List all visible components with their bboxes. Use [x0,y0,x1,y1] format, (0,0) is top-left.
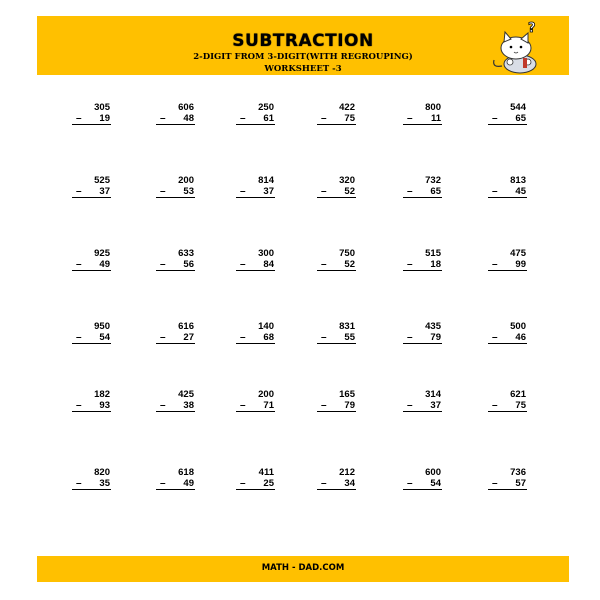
minuend: 813 [510,175,526,186]
subtraction-problem [236,248,278,274]
answer-rule [156,343,195,344]
answer-rule [403,124,442,125]
minus-sign: – [160,113,166,124]
answer-rule [403,270,442,271]
answer-rule [72,124,111,125]
subtrahend: 45 [515,186,526,197]
answer-rule [403,343,442,344]
answer-rule [236,270,275,271]
minuend: 200 [258,389,274,400]
subtrahend-line [236,186,274,197]
minus-sign: – [492,259,498,270]
subtrahend-line [236,478,274,489]
answer-rule [488,124,527,125]
subtrahend-line [317,186,355,197]
minuend: 320 [339,175,355,186]
subtrahend-line [236,113,274,124]
minus-sign: – [321,259,327,270]
answer-rule [72,489,111,490]
subtrahend: 53 [183,186,194,197]
subtrahend: 49 [183,478,194,489]
subtrahend-line [317,259,355,270]
minuend: 305 [94,102,110,113]
answer-rule [488,411,527,412]
subtraction-problem [72,248,114,274]
subtraction-problem [156,467,198,493]
answer-rule [72,343,111,344]
answer-rule [488,343,527,344]
answer-rule [72,197,111,198]
subtrahend: 55 [344,332,355,343]
minuend: 616 [178,321,194,332]
subtraction-problem [403,467,445,493]
minus-sign: – [160,332,166,343]
minus-sign: – [321,113,327,124]
subtraction-problem [403,389,445,415]
answer-rule [317,124,356,125]
subtrahend: 37 [99,186,110,197]
subtrahend-line [72,478,110,489]
subtrahend: 37 [263,186,274,197]
subtrahend-line [317,478,355,489]
subtraction-problem [236,175,278,201]
subtrahend-line [156,259,194,270]
subtrahend-line [72,332,110,343]
subtraction-problem [156,389,198,415]
subtraction-problem [236,389,278,415]
answer-rule [317,489,356,490]
worksheet-title: SUBTRACTION [232,31,374,51]
minuend: 600 [425,467,441,478]
answer-rule [403,197,442,198]
answer-rule [72,270,111,271]
answer-rule [488,197,527,198]
minus-sign: – [240,400,246,411]
answer-rule [317,411,356,412]
answer-rule [156,489,195,490]
minuend: 606 [178,102,194,113]
subtraction-problem [488,102,530,128]
subtraction-problem [317,102,359,128]
subtraction-problem [236,467,278,493]
subtrahend: 54 [99,332,110,343]
minus-sign: – [407,186,413,197]
minus-sign: – [160,186,166,197]
subtrahend-line [236,332,274,343]
subtraction-problem [403,321,445,347]
minuend: 422 [339,102,355,113]
subtrahend: 61 [263,113,274,124]
minus-sign: – [76,259,82,270]
subtraction-problem [236,321,278,347]
subtrahend-line [488,259,526,270]
subtrahend-line [403,113,441,124]
minuend: 250 [258,102,274,113]
minus-sign: – [321,478,327,489]
minus-sign: – [492,478,498,489]
minus-sign: – [407,400,413,411]
minuend: 750 [339,248,355,259]
subtrahend: 84 [263,259,274,270]
minuend: 525 [94,175,110,186]
subtrahend: 52 [344,186,355,197]
minus-sign: – [321,400,327,411]
minuend: 736 [510,467,526,478]
subtrahend: 34 [344,478,355,489]
answer-rule [488,489,527,490]
minus-sign: – [160,400,166,411]
subtraction-problem [236,102,278,128]
minuend: 621 [510,389,526,400]
minus-sign: – [76,113,82,124]
subtrahend: 79 [344,400,355,411]
minus-sign: – [76,400,82,411]
minuend: 544 [510,102,526,113]
subtraction-problem [317,467,359,493]
minuend: 800 [425,102,441,113]
minuend: 475 [510,248,526,259]
subtraction-problem [403,175,445,201]
subtraction-problem [317,389,359,415]
cat-mascot-icon [488,18,548,76]
answer-rule [72,411,111,412]
subtrahend: 54 [430,478,441,489]
minus-sign: – [407,332,413,343]
minuend: 435 [425,321,441,332]
subtraction-problem [488,467,530,493]
subtrahend: 68 [263,332,274,343]
question-mark: ? [528,21,536,36]
subtrahend: 46 [515,332,526,343]
subtrahend-line [72,113,110,124]
minus-sign: – [492,186,498,197]
minuend: 633 [178,248,194,259]
minus-sign: – [321,186,327,197]
subtraction-problem [488,175,530,201]
minuend: 200 [178,175,194,186]
subtraction-problem [72,321,114,347]
answer-rule [488,270,527,271]
subtrahend-line [156,186,194,197]
subtrahend-line [488,186,526,197]
subtrahend: 75 [515,400,526,411]
minuend: 820 [94,467,110,478]
answer-rule [156,411,195,412]
subtrahend: 35 [99,478,110,489]
minuend: 950 [94,321,110,332]
answer-rule [156,197,195,198]
worksheet-subtitle: 2-DIGIT FROM 3-DIGIT(WITH REGROUPING) [193,52,413,62]
subtrahend: 11 [430,113,441,124]
subtrahend-line [72,186,110,197]
minuend: 500 [510,321,526,332]
minuend: 140 [258,321,274,332]
answer-rule [403,489,442,490]
subtrahend: 71 [263,400,274,411]
subtraction-problem [156,321,198,347]
minuend: 618 [178,467,194,478]
subtrahend: 38 [183,400,194,411]
subtrahend: 65 [430,186,441,197]
minus-sign: – [76,332,82,343]
subtrahend-line [317,332,355,343]
subtraction-problem [403,248,445,274]
subtrahend-line [488,478,526,489]
subtrahend: 19 [99,113,110,124]
subtrahend: 93 [99,400,110,411]
subtrahend-line [236,400,274,411]
subtrahend: 57 [515,478,526,489]
subtrahend-line [403,332,441,343]
subtraction-problem [156,248,198,274]
subtrahend-line [156,332,194,343]
answer-rule [317,343,356,344]
footer-banner [37,556,569,582]
minuend: 732 [425,175,441,186]
minus-sign: – [240,186,246,197]
answer-rule [317,197,356,198]
answer-rule [236,124,275,125]
minus-sign: – [407,259,413,270]
subtrahend-line [403,186,441,197]
subtrahend-line [488,113,526,124]
worksheet-number: WORKSHEET -3 [264,64,342,74]
subtrahend-line [317,113,355,124]
minus-sign: – [240,332,246,343]
minus-sign: – [240,113,246,124]
subtrahend-line [317,400,355,411]
answer-rule [156,124,195,125]
subtrahend-line [236,259,274,270]
answer-rule [236,197,275,198]
minuend: 515 [425,248,441,259]
minuend: 831 [339,321,355,332]
answer-rule [317,270,356,271]
subtrahend-line [72,259,110,270]
subtraction-problem [317,175,359,201]
subtrahend-line [488,332,526,343]
minus-sign: – [407,113,413,124]
answer-rule [236,343,275,344]
subtrahend-line [488,400,526,411]
subtraction-problem [72,389,114,415]
subtraction-problem [156,175,198,201]
subtraction-problem [72,175,114,201]
minus-sign: – [492,113,498,124]
subtrahend: 56 [183,259,194,270]
minuend: 425 [178,389,194,400]
subtrahend: 27 [183,332,194,343]
answer-rule [236,411,275,412]
subtrahend: 37 [430,400,441,411]
subtrahend-line [72,400,110,411]
subtraction-problem [72,467,114,493]
answer-rule [236,489,275,490]
subtrahend: 79 [430,332,441,343]
subtrahend: 75 [344,113,355,124]
subtrahend: 52 [344,259,355,270]
subtraction-problem [488,248,530,274]
subtraction-problem [156,102,198,128]
minus-sign: – [492,400,498,411]
minuend: 182 [94,389,110,400]
minuend: 300 [258,248,274,259]
minus-sign: – [160,259,166,270]
subtrahend-line [156,478,194,489]
minus-sign: – [240,259,246,270]
minus-sign: – [160,478,166,489]
subtrahend: 65 [515,113,526,124]
minus-sign: – [492,332,498,343]
subtraction-problem [72,102,114,128]
minus-sign: – [76,478,82,489]
subtrahend: 48 [183,113,194,124]
subtrahend-line [156,400,194,411]
subtrahend-line [156,113,194,124]
subtrahend: 25 [263,478,274,489]
subtraction-problem [488,389,530,415]
minus-sign: – [240,478,246,489]
minus-sign: – [407,478,413,489]
minuend: 814 [258,175,274,186]
subtraction-problem [317,321,359,347]
minuend: 165 [339,389,355,400]
subtrahend: 49 [99,259,110,270]
footer-site-text: MATH - DAD.COM [261,563,345,573]
subtraction-problem [488,321,530,347]
subtrahend: 99 [515,259,526,270]
minus-sign: – [76,186,82,197]
subtrahend: 18 [430,259,441,270]
subtrahend-line [403,478,441,489]
subtraction-problem [317,248,359,274]
minuend: 212 [339,467,355,478]
subtraction-problem [403,102,445,128]
subtrahend-line [403,400,441,411]
minuend: 925 [94,248,110,259]
subtrahend-line [403,259,441,270]
minuend: 314 [425,389,441,400]
minuend: 411 [258,467,274,478]
minus-sign: – [321,332,327,343]
answer-rule [403,411,442,412]
answer-rule [156,270,195,271]
